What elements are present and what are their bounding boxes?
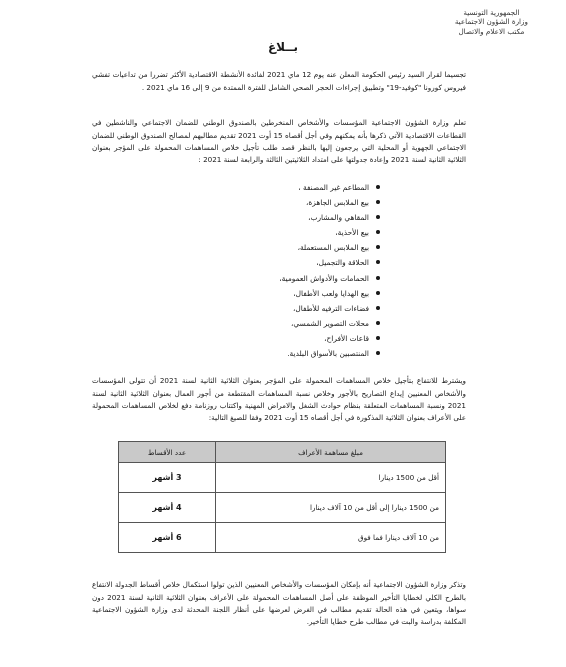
table-row [119, 463, 446, 493]
document-title: بــلاغ [267, 40, 299, 54]
list-item: بيع الملابس الجاهزة، [279, 195, 380, 210]
cell-installments: 4 أشهر [119, 493, 216, 523]
list-item: بيع الأحذية، [279, 225, 380, 240]
list-item: الحمامات والأدواش العمومية، [279, 271, 380, 286]
letterhead-line: الجمهورية التونسية [463, 8, 520, 17]
letterhead [455, 8, 528, 36]
column-header-installments: عدد الأقساط [119, 442, 216, 463]
cell-amount: أقل من 1500 دينارا [216, 463, 446, 493]
list-item: بيع الملابس المستعملة، [279, 240, 380, 255]
list-item: الحلاقة والتجميل، [279, 255, 380, 270]
sectors-list [279, 180, 380, 361]
table-row [119, 493, 446, 523]
paragraph-intro: تجسيما لقرار السيد رئيس الحكومة المعلن عنه يوم 12 ماي 2021 لفائدة الأنشطة الاقتصادية الأكثر تضررا من تداعيات تفشي فيروس كورونا "كوفيد-19" وتطبيق إجراءات الحجر الصحي الشامل للفترة الممتدة من 9 إلى 16 ماي 2021 . [92, 70, 466, 92]
list-item: المقاهي والمشارب، [279, 210, 380, 225]
paragraph-conditions: ويشترط للانتفاع بتأجيل خلاص المساهمات المحمولة على المؤجر بعنوان الثلاثية الثانية لسنة 2021 أن تتولى المؤسسات والأشخاص المعنيين إيداع التصاريح بالأجور وخلاص نسبة المساهمات المقتطعة من أجور العمال بعنوان الثلاثية الثانية لسنة 2021 ونسبة المساهمات المتعلقة بنظام حوادث الشغل والامراض المهنية واكتتاب روزنامة دفع لخلاص المساهمات المحمولة على الأعراف بعنوان الثلاثية المذكورة في أجل أقصاه 15 أوت 2021 وفقا للصيغ التالية: [92, 376, 467, 423]
letterhead-line: مكتب الاعلام والاتصال [458, 26, 525, 36]
cell-amount: من 10 آلاف دينارا فما فوق [216, 523, 446, 553]
table-header-row [119, 442, 446, 463]
installments-table [118, 441, 446, 553]
letterhead-line: وزارة الشؤون الاجتماعية [454, 17, 528, 27]
cell-amount: من 1500 دينارا إلى أقل من 10 آلاف دينارا [216, 493, 446, 523]
list-item: المطاعم غير المصنفة ، [279, 180, 380, 195]
column-header-amount: مبلغ مساهمة الأعراف [216, 442, 446, 463]
paragraph-announcement: تعلم وزارة الشؤون الاجتماعية المؤسسات والأشخاص المنخرطين بالصندوق الوطني للضمان الاجتماعي والناشطين في القطاعات الاقتصادية الآتي ذكرها بأنه يمكنهم وفي أجل أقصاه 15 أوت 2021 تقديم مطالبهم لمصالح الصندوق الوطني للضمان الاجتماعي الجهوية أو المحلية التي يرجعون إليها بالنظر قصد طلب تأجيل خلاص المساهمات المحمولة على المؤجر بعنوان الثلاثية الثانية لسنة 2021 وإعادة جدولتها على امتداد الثلاثيتين الثالثة والرابعة لسنة 2021 : [92, 118, 466, 165]
cell-installments: 6 أشهر [119, 523, 216, 553]
cell-installments: 3 أشهر [119, 463, 216, 493]
list-item: فضاءات الترفيه للأطفال، [279, 301, 380, 316]
list-item: المنتصبين بالأسواق البلدية. [279, 346, 380, 361]
table-row [119, 523, 446, 553]
list-item: محلات التصوير الشمسي، [279, 316, 380, 331]
list-item: قاعات الأفراح، [279, 331, 380, 346]
list-item: بيع الهدايا ولعب الأطفال، [279, 286, 380, 301]
paragraph-reminder: وتذكر وزارة الشؤون الاجتماعية أنه بإمكان المؤسسات والأشخاص المعنيين الذين تولوا استكمال خلاص أقساط الجدولة الانتفاع بالطرح الكلي لخطايا التأخير الموظفة على أصل المساهمات المحمولة على الأعراف بعنوان الثلاثية الثانية لسنة 2021 دون سواها، ويتعين في هذه الحالة تقديم مطالب في الغرض لعرضها على أنظار اللجنة المحدثة لدى وزارة الشؤون الاجتماعية المكلفة بدراسة والبت في مطالب طرح خطايا التأخير. [92, 580, 466, 627]
